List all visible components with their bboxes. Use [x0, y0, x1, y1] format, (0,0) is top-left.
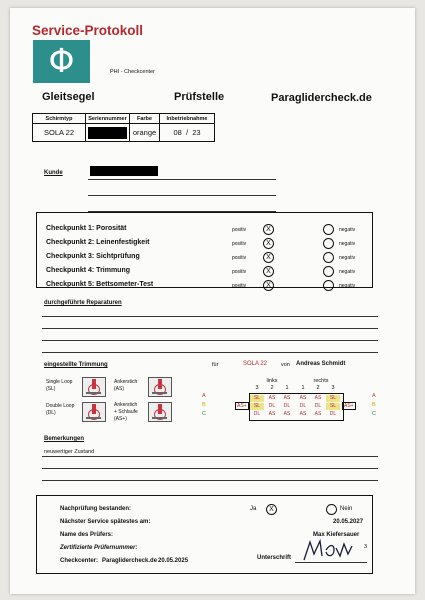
glider-info-table	[32, 113, 215, 142]
positive-label: positiv	[232, 283, 247, 289]
checkcenter-date: 20.05.2025	[158, 558, 189, 564]
larkshead-label: Ankerstich	[114, 379, 138, 385]
checkpoint-5-label: Checkpunkt 5: Bettsometer-Test	[46, 281, 154, 288]
negative-label: negativ	[339, 283, 356, 289]
header-color: Farbe	[130, 114, 160, 124]
negative-label: negativ	[339, 269, 356, 275]
passed-label: Nachprüfung bestanden:	[60, 506, 132, 512]
trim-cell-left-c2: AS	[268, 411, 276, 417]
repairs-line	[42, 328, 378, 329]
glider-color-value: orange	[130, 124, 160, 142]
certified-number-label: Zertifizierte Prüfernummer:	[60, 545, 138, 551]
positive-checkbox[interactable]: X	[263, 266, 274, 277]
yes-label: Ja	[250, 506, 257, 512]
positive-checkbox[interactable]: X	[263, 252, 274, 263]
trim-cell-right-c2: AS	[314, 411, 322, 417]
checkcenter-name: PHI - Checkcenter	[110, 69, 155, 75]
customer-line	[88, 195, 276, 196]
negative-checkbox[interactable]	[323, 238, 334, 249]
header-serial: Seriennummer	[86, 114, 130, 124]
customer-redacted	[90, 166, 158, 176]
single-loop-abbr: (SL)	[46, 386, 56, 392]
checkpoint-1-label: Checkpunkt 1: Porosität	[46, 225, 127, 232]
trim-person: Andreas Schmidt	[296, 361, 346, 367]
remarks-text: neuwertiger Zustand	[44, 449, 95, 455]
trim-cell-right-b2: DL	[314, 403, 322, 409]
inspector-label: Name des Prüfers:	[60, 532, 114, 538]
repairs-line	[42, 352, 378, 353]
checkpoints-box	[36, 212, 373, 288]
negative-label: negativ	[339, 255, 356, 261]
negative-checkbox[interactable]	[323, 280, 334, 291]
header-type: Schirmtyp	[33, 114, 86, 124]
trim-cell-left-a1: AS	[283, 395, 291, 401]
trim-from-label: von	[281, 362, 290, 368]
glider-type-value: SOLA 22	[33, 124, 86, 142]
repairs-label: durchgeführte Reparaturen	[44, 300, 122, 306]
signature-number: 3	[364, 544, 368, 550]
remarks-line	[42, 456, 378, 457]
larkshead-abbr: (AS)	[114, 386, 124, 392]
trim-cell-left-c1: AS	[283, 411, 291, 417]
trim-cell-right-a2: AS	[314, 395, 322, 401]
next-service-label: Nächster Service spätestes am:	[60, 519, 151, 525]
customer-label: Kunde	[44, 170, 63, 176]
double-loop-abbr: (DL)	[46, 410, 56, 416]
row-b-label-left: B	[202, 402, 206, 408]
customer-line	[88, 179, 276, 180]
positive-label: positiv	[232, 269, 247, 275]
left-col-2: 2	[270, 385, 274, 391]
negative-checkbox[interactable]	[323, 266, 334, 277]
row-b-label-right: B	[372, 402, 376, 408]
positive-label: positiv	[232, 255, 247, 261]
header-commissioning: Inbetriebnahme	[160, 114, 215, 124]
single-loop-label: Single Loop	[46, 379, 73, 385]
trim-cell-right-c3: DL	[329, 411, 337, 417]
remarks-label: Bemerkungen	[44, 436, 85, 442]
row-c-label-right: C	[372, 411, 376, 417]
negative-checkbox[interactable]	[323, 224, 334, 235]
inspector-name: Max Kiefersauer	[313, 532, 360, 538]
page-title: Service-Protokoll	[32, 23, 144, 38]
signature-image	[300, 536, 355, 564]
larkshead-icon	[148, 377, 172, 397]
station-heading: Prüfstelle	[174, 91, 225, 103]
commissioning-month: 08	[173, 128, 182, 137]
trim-cell-right-b3: SL	[326, 403, 340, 410]
commissioning-value	[160, 124, 215, 142]
phi-logo	[33, 40, 90, 83]
yes-checkbox[interactable]: X	[266, 504, 277, 515]
commissioning-year: 23	[192, 128, 201, 137]
positive-checkbox[interactable]: X	[263, 280, 274, 291]
trim-cell-right-b1: DL	[299, 403, 307, 409]
checkcenter-value: Paraglidercheck.de	[102, 558, 158, 564]
positive-checkbox[interactable]: X	[263, 224, 274, 235]
negative-label: negativ	[339, 227, 356, 233]
left-side-label: links	[266, 378, 278, 384]
positive-label: positiv	[232, 227, 247, 233]
trim-cell-left-b1: DL	[283, 403, 291, 409]
repairs-line	[42, 316, 378, 317]
checkpoint-4-label: Checkpunkt 4: Trimmung	[46, 267, 131, 274]
trim-cell-left-c3: DL	[253, 411, 261, 417]
checkpoint-2-label: Checkpunkt 2: Leinenfestigkeit	[46, 239, 150, 246]
single-loop-icon	[82, 377, 106, 397]
trim-cell-left-b2: DL	[268, 403, 276, 409]
right-col-1: 1	[301, 385, 305, 391]
no-checkbox[interactable]	[326, 504, 337, 515]
date-separator: /	[185, 128, 189, 137]
plus-loop-label: + Schlaufe	[114, 409, 138, 415]
website-heading: Paraglidercheck.de	[271, 92, 372, 104]
trim-cell-left-a3: SL	[250, 395, 264, 402]
trim-cell-left-b3: SL	[250, 403, 264, 410]
trim-glider: SOLA 22	[243, 361, 268, 367]
serial-redacted	[86, 124, 130, 142]
trim-cell-right-a3: SL	[326, 395, 340, 402]
trim-for-label: für	[212, 362, 219, 368]
positive-checkbox[interactable]: X	[263, 238, 274, 249]
right-col-2: 2	[316, 385, 320, 391]
trim-cell-right-a1: AS	[299, 395, 307, 401]
negative-checkbox[interactable]	[323, 252, 334, 263]
outer-mark-left: AS+	[237, 403, 247, 409]
checkpoint-3-label: Checkpunkt 3: Sichtprüfung	[46, 253, 140, 260]
remarks-line	[42, 468, 378, 469]
repairs-line	[42, 340, 378, 341]
double-loop-label: Double Loop	[46, 403, 75, 409]
larkshead-plus-icon	[148, 402, 172, 422]
trim-label: eingestellte Trimmung	[44, 362, 108, 368]
checkcenter-label: Checkcenter:	[60, 558, 99, 564]
remarks-line	[42, 480, 378, 481]
trim-cell-left-a2: AS	[268, 395, 276, 401]
row-a-label-right: A	[372, 393, 376, 399]
larkshead-plus-abbr: (AS+)	[114, 416, 127, 422]
positive-label: positiv	[232, 241, 247, 247]
row-c-label-left: C	[202, 411, 206, 417]
no-label: Nein	[340, 506, 353, 512]
signature-label: Unterschrift	[257, 555, 292, 561]
left-col-1: 1	[285, 385, 289, 391]
row-a-label-left: A	[202, 393, 206, 399]
trim-cell-right-c1: AS	[299, 411, 307, 417]
next-service-date: 20.05.2027	[333, 519, 364, 525]
double-loop-icon	[82, 402, 106, 422]
outer-mark-right: AS+	[344, 403, 354, 409]
left-col-3: 3	[255, 385, 259, 391]
glider-heading: Gleitsegel	[42, 91, 95, 103]
negative-label: negativ	[339, 241, 356, 247]
right-col-3: 3	[331, 385, 335, 391]
larkshead-plus-label: Ankerstich	[114, 402, 138, 408]
phi-logo-icon: Φ	[48, 41, 75, 80]
right-side-label: rechts	[313, 378, 329, 384]
